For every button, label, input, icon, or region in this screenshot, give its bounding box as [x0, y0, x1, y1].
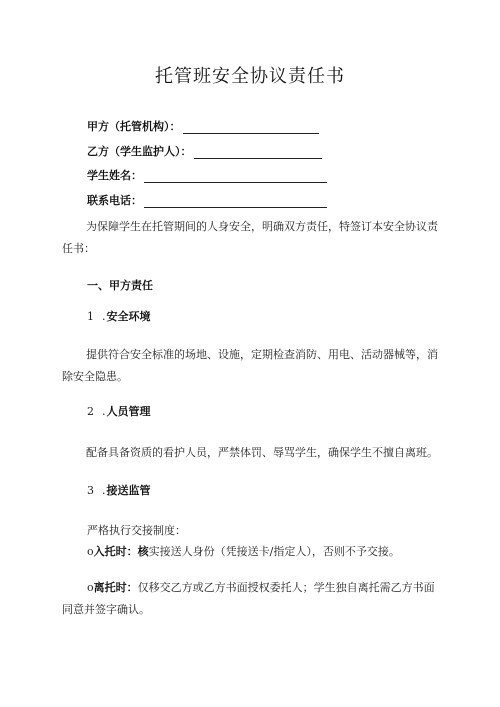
bullet-check-in-text: 实接送人身份（凭接送卡/指定人），否则不予交接。 — [148, 545, 400, 558]
phone-label: 联系电话： — [87, 194, 142, 207]
item-2-dot: . — [102, 405, 106, 418]
item-3-title: 接送监管 — [106, 484, 151, 497]
item-1-dot: . — [102, 310, 106, 323]
party-a-field — [87, 118, 319, 134]
student-name-label: 学生姓名： — [87, 169, 142, 182]
item-1-text: 提供符合安全标准的场地、设施，定期检查消防、用电、活动器械等，消除安全隐患。 — [62, 348, 438, 383]
item-1-number: 1 — [87, 310, 94, 323]
item-2-text: 配备具备资质的看护人员，严禁体罚、辱骂学生，确保学生不擅自离班。 — [86, 446, 438, 459]
item-1-title: 安全环境 — [106, 310, 151, 323]
item-3-dot: . — [102, 484, 106, 497]
item-2-title: 人员管理 — [106, 405, 151, 418]
phone-blank-line — [144, 195, 327, 208]
bullet-check-out — [62, 577, 449, 621]
item-2-number: 2 — [87, 405, 94, 418]
party-b-field — [87, 143, 322, 159]
party-a-label: 甲方（托管机构）： — [87, 120, 181, 133]
student-name-blank-line — [144, 170, 327, 183]
bullet-check-out-text: 仅移交乙方或乙方书面授权委托人；学生独自离托需乙方书面 — [137, 581, 435, 594]
item-1-heading — [87, 308, 151, 324]
bullet-check-out-continuation: 同意并签字确认。 — [62, 603, 150, 616]
party-b-blank-line — [194, 146, 322, 159]
item-2-heading — [87, 403, 151, 419]
bullet-check-in-label: 入托时：核 — [93, 545, 149, 558]
party-a-blank-line — [183, 121, 319, 134]
item-3-text: 严格执行交接制度： — [87, 524, 186, 537]
item-3-heading — [87, 482, 151, 498]
document-title: 托管班安全协议责任书 — [155, 66, 345, 87]
party-b-label: 乙方（学生监护人）： — [87, 145, 192, 158]
bullet-marker: o — [87, 545, 94, 558]
section-1-heading: 一、甲方责任 — [87, 279, 153, 292]
bullet-check-out-label: 离托时： — [93, 581, 138, 594]
intro-paragraph: 为保障学生在托管期间的人身安全，明确双方责任，特签订本安全协议责任书： — [62, 220, 438, 255]
bullet-check-in — [87, 541, 449, 563]
item-3-number: 3 — [87, 484, 94, 497]
student-name-field — [87, 167, 327, 183]
phone-field — [87, 192, 327, 208]
bullet-marker: o — [87, 581, 94, 594]
